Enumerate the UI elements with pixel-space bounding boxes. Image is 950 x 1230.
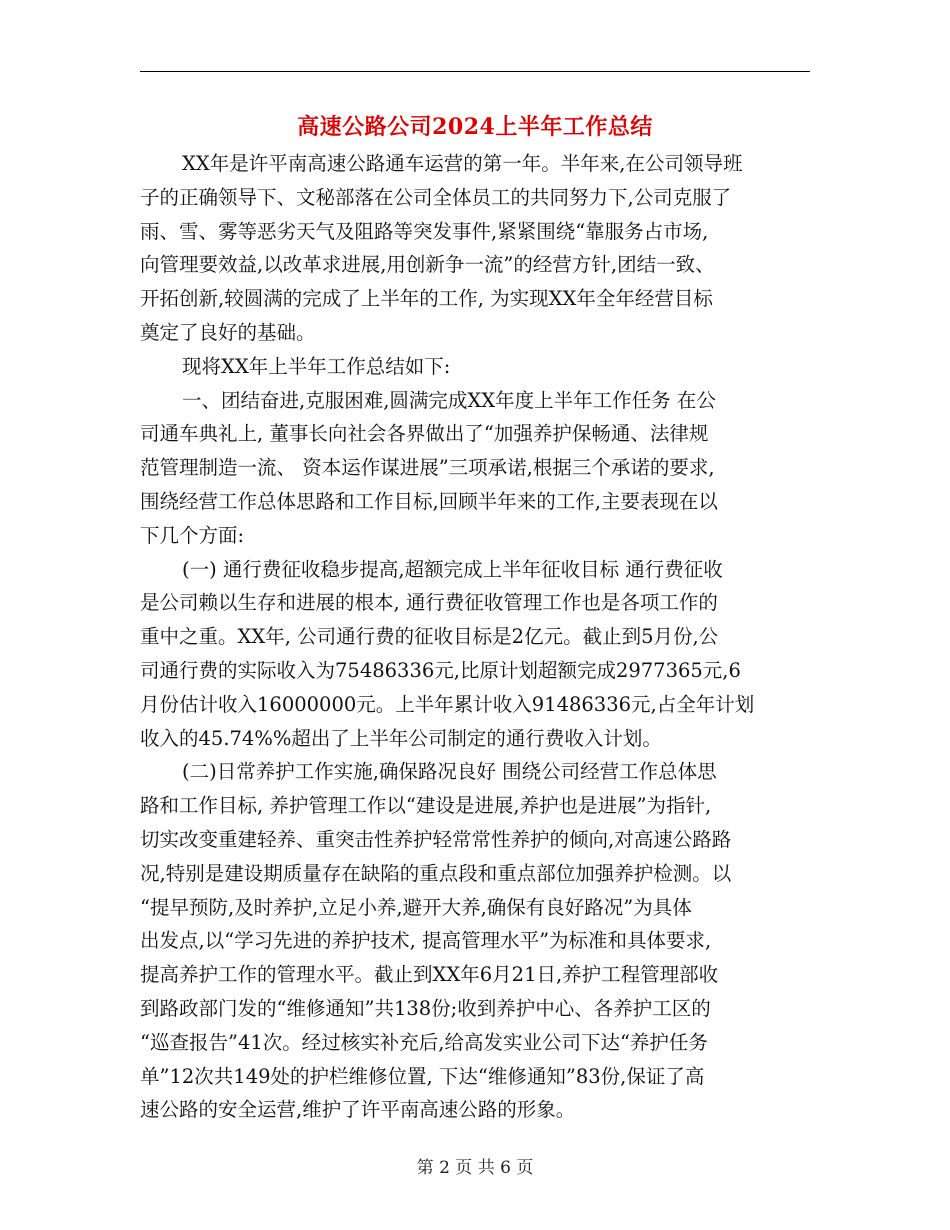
- section-heading-line: 一、团结奋进,克服困难,圆满完成XX年度上半年工作任务 在公: [182, 388, 716, 412]
- paragraph-line: 提高养护工作的管理水平。截止到XX年6月21日,养护工程管理部收: [140, 963, 719, 987]
- paragraph-line: 下几个方面:: [140, 523, 245, 547]
- paragraph-line: 开拓创新,较圆满的完成了上半年的工作, 为实现XX年全年经营目标: [140, 287, 713, 311]
- section-heading-line: (一) 通行费征收稳步提高,超额完成上半年征收目标 通行费征收: [182, 557, 723, 581]
- paragraph-line: 围绕经营工作总体思路和工作目标,回顾半年来的工作,主要表现在以: [140, 489, 718, 513]
- paragraph-line: 重中之重。XX年, 公司通行费的征收目标是2亿元。截止到5月份,公: [140, 625, 719, 649]
- paragraph-line: XX年是许平南高速公路通车运营的第一年。半年来,在公司领导班: [182, 152, 743, 175]
- paragraph-line: “巡查报告”41次。经过核实补充后,给高发实业公司下达“养护任务: [140, 1030, 708, 1054]
- paragraph-line: “提早预防,及时养护,立足小养,避开大养,确保有良好路况”为具体: [140, 895, 692, 919]
- paragraph-line: 切实改变重建轻养、重突击性养护轻常常性养护的倾向,对高速公路路: [140, 827, 732, 851]
- paragraph-line: 范管理制造一流、 资本运作谋进展”三项承诺,根据三个承诺的要求,: [140, 456, 715, 480]
- header-rule: [140, 71, 810, 72]
- page-number-footer: 第 2 页 共 6 页: [416, 1158, 534, 1178]
- paragraph-line: 单”12次共149处的护栏维修位置, 下达“维修通知”83份,保证了高: [140, 1064, 705, 1088]
- paragraph-line: 司通行费的实际收入为75486336元,比原计划超额完成2977365元,6: [140, 658, 741, 682]
- paragraph-line: 子的正确领导下、文秘部落在公司全体员工的共同努力下,公司克服了: [140, 185, 732, 209]
- paragraph-line: 雨、雪、雾等恶劣天气及阻路等突发事件,紧紧围绕“靠服务占市场,: [140, 219, 709, 243]
- paragraph-line: 路和工作目标, 养护管理工作以“建设是进展,养护也是进展”为指针,: [140, 794, 712, 818]
- paragraph-line: 出发点,以“学习先进的养护技术, 提高管理水平”为标准和具体要求,: [140, 929, 712, 953]
- paragraph-line: 向管理要效益,以改革求进展,用创新争一流”的经营方针,团结一致、: [140, 253, 715, 277]
- section-heading-line: (二)日常养护工作实施,确保路况良好 围绕公司经营工作总体思: [182, 760, 717, 784]
- paragraph-line: 奠定了良好的基础。: [140, 320, 316, 344]
- paragraph-line: 司通车典礼上, 董事长向社会各界做出了“加强养护保畅通、法律规: [140, 422, 709, 446]
- document-body: [140, 147, 810, 1127]
- paragraph-line: 现将XX年上半年工作总结如下:: [182, 354, 451, 378]
- paragraph-line: 到路政部门发的“维修通知”共138份;收到养护中心、各养护工区的: [140, 996, 711, 1020]
- paragraph-line: 月份估计收入16000000元。上半年累计收入91486336元,占全年计划: [140, 692, 755, 716]
- paragraph-line: 速公路的安全运营,维护了许平南高速公路的形象。: [140, 1098, 576, 1122]
- paragraph-line: 收入的45.74%%超出了上半年公司制定的通行费收入计划。: [140, 726, 662, 750]
- paragraph-line: 况,特别是建设期质量存在缺陷的重点段和重点部位加强养护检测。以: [140, 861, 732, 885]
- document-title: 高速公路公司2024上半年工作总结: [297, 114, 653, 140]
- paragraph-line: 是公司赖以生存和进展的根本, 通行费征收管理工作也是各项工作的: [140, 591, 718, 615]
